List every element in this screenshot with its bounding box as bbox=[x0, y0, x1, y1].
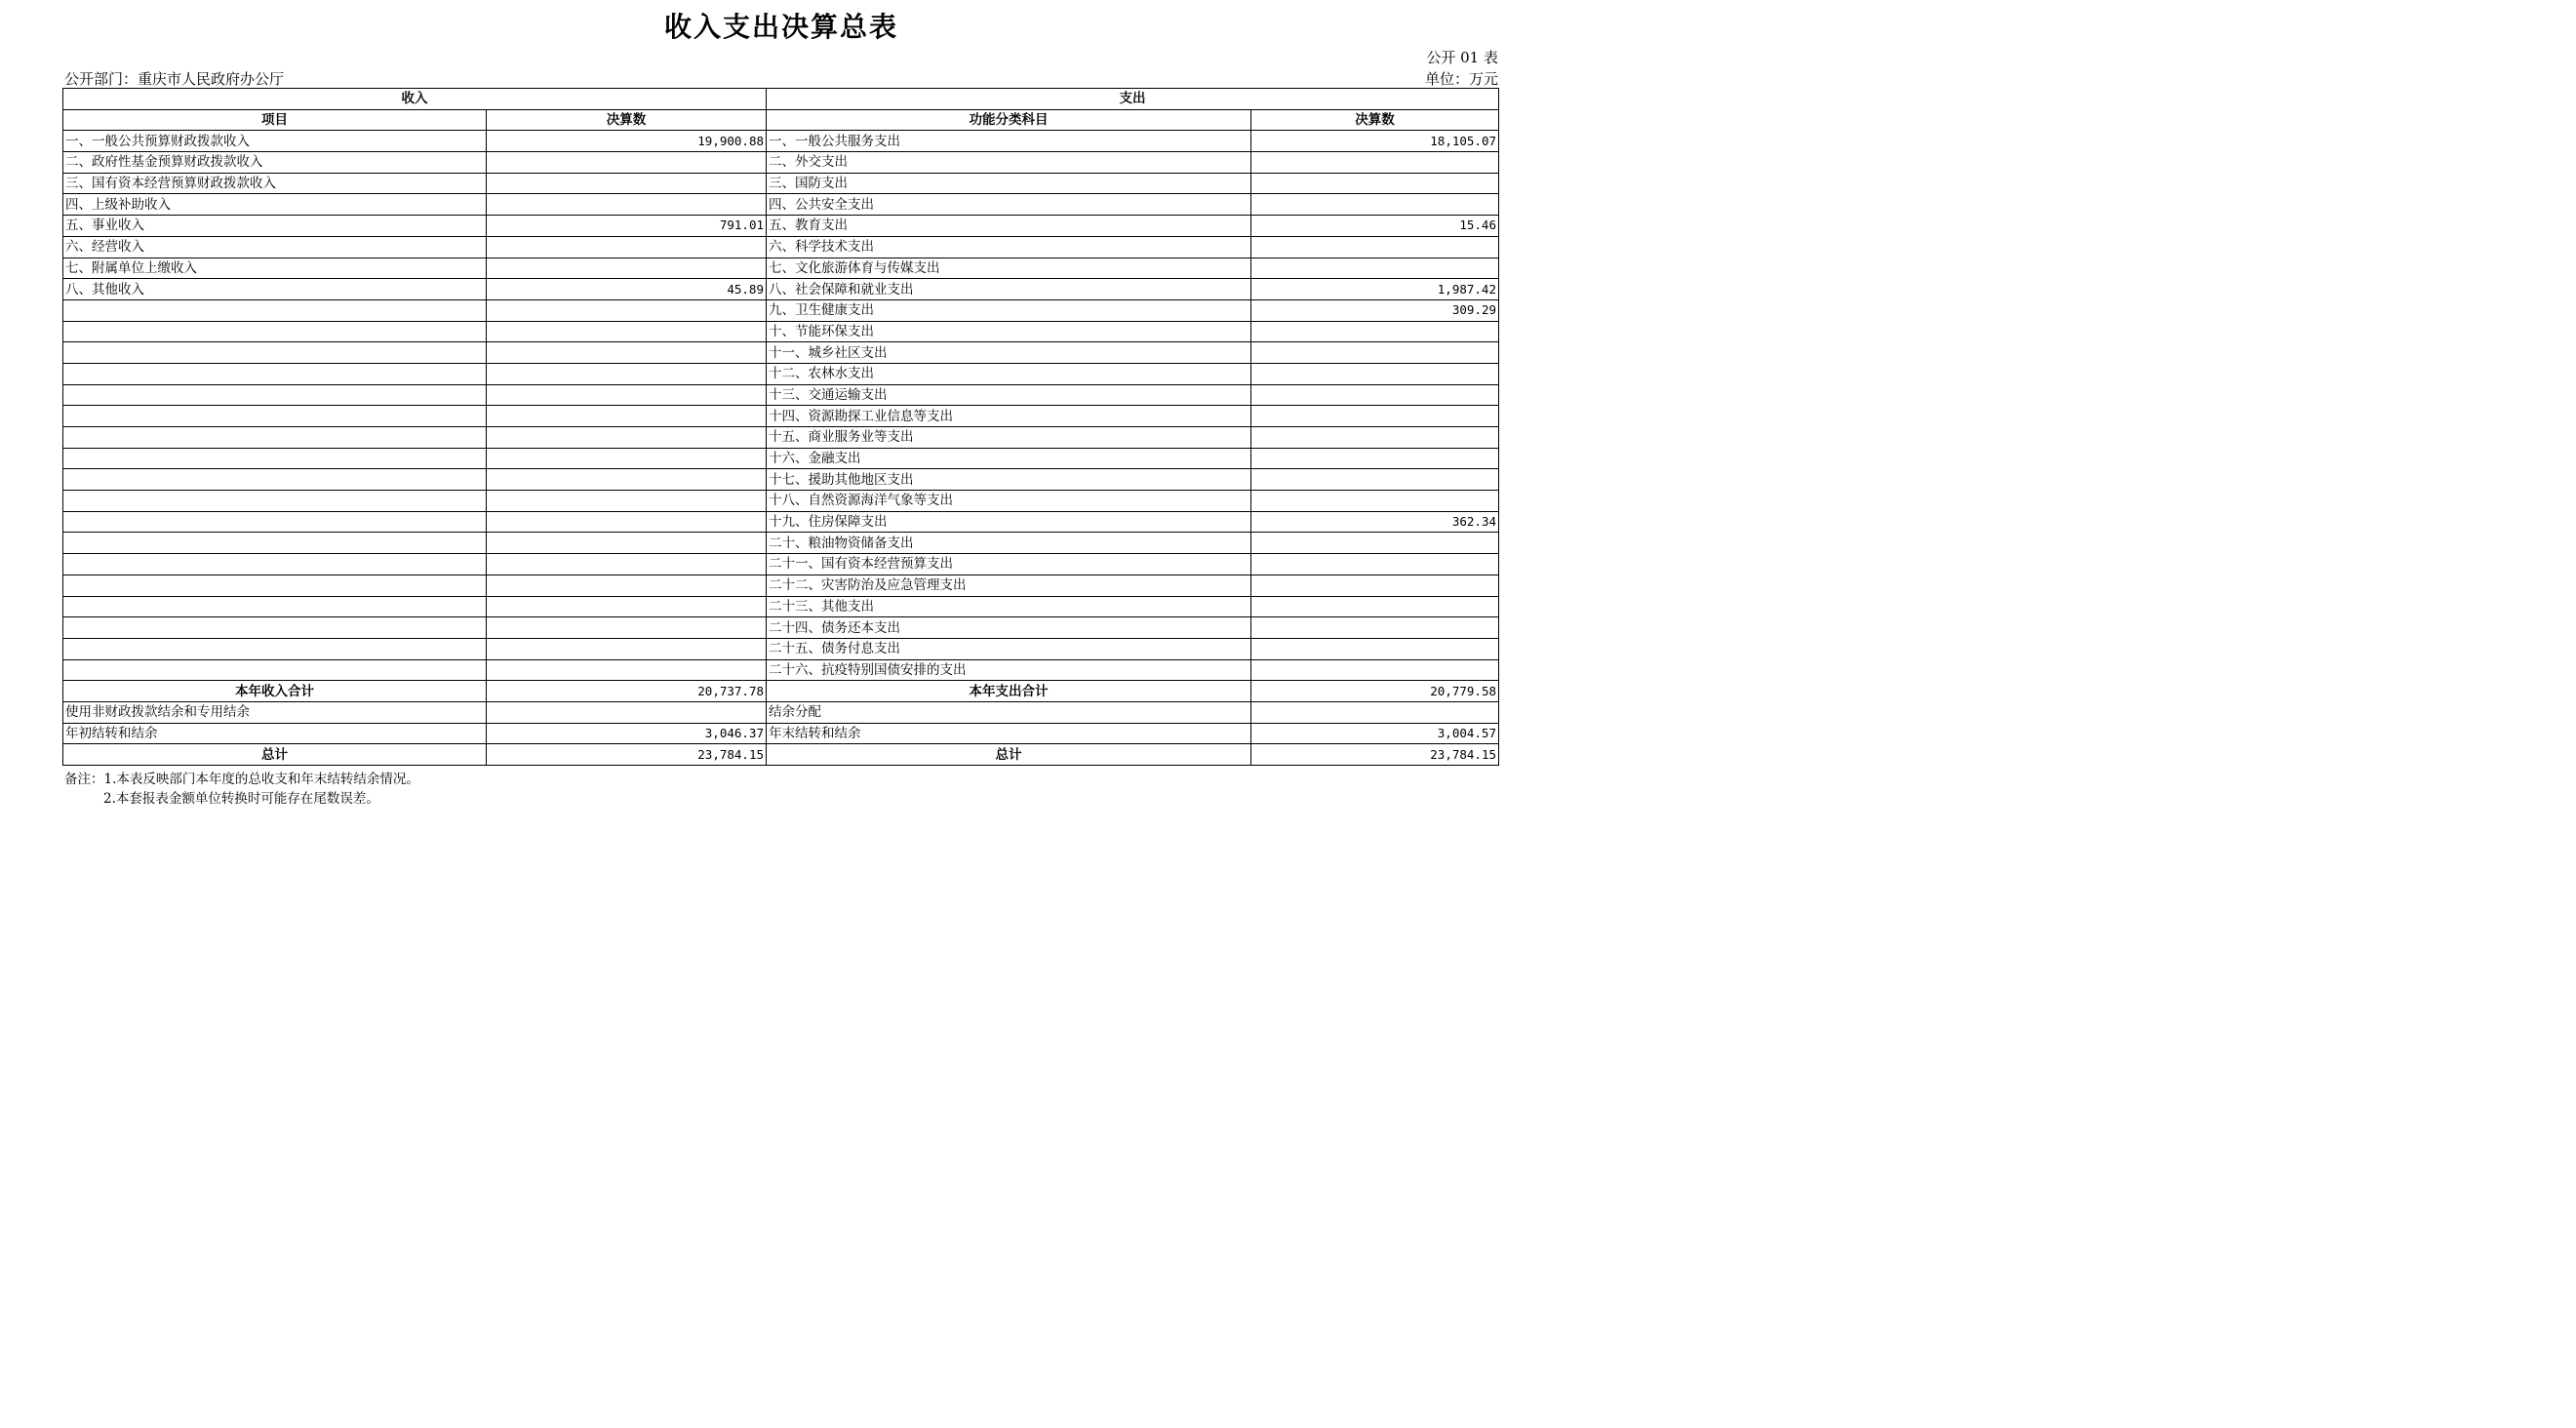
carryover-row bbox=[63, 723, 1499, 744]
income-amount-cell bbox=[487, 363, 767, 384]
income-amount-cell: 791.01 bbox=[487, 216, 767, 237]
expense-amount-cell bbox=[1251, 406, 1499, 427]
page-title: 收入支出决算总表 bbox=[663, 11, 898, 43]
expense-amount-cell bbox=[1251, 427, 1499, 449]
table-row bbox=[63, 258, 1499, 279]
expense-amount-cell bbox=[1251, 554, 1499, 575]
expense-item-cell: 十六、金融支出 bbox=[767, 448, 1251, 469]
income-amount-cell bbox=[487, 533, 767, 554]
expense-amount-cell bbox=[1251, 638, 1499, 659]
expense-item-cell: 十九、住房保障支出 bbox=[767, 511, 1251, 533]
income-amount-cell bbox=[487, 406, 767, 427]
income-amount-cell bbox=[487, 236, 767, 258]
expense-section-header: 支出 bbox=[767, 89, 1499, 110]
table-row bbox=[63, 236, 1499, 258]
expense-item-cell: 九、卫生健康支出 bbox=[767, 299, 1251, 321]
income-amount-cell bbox=[487, 321, 767, 342]
income-item-cell bbox=[63, 511, 487, 533]
income-amount-cell bbox=[487, 342, 767, 364]
income-subtotal-value: 20,737.78 bbox=[487, 681, 767, 702]
note-line-2: 2.本套报表金额单位转换时可能存在尾数误差。 bbox=[103, 791, 379, 807]
expense-amount-cell bbox=[1251, 469, 1499, 491]
expense-item-cell: 二十二、灾害防治及应急管理支出 bbox=[767, 575, 1251, 596]
table-row bbox=[63, 406, 1499, 427]
expense-subtotal-value: 20,779.58 bbox=[1251, 681, 1499, 702]
budget-summary-table bbox=[62, 88, 1499, 766]
expense-item-cell: 十一、城乡社区支出 bbox=[767, 342, 1251, 364]
section-header-row bbox=[63, 89, 1499, 110]
expense-item-cell: 十、节能环保支出 bbox=[767, 321, 1251, 342]
table-row bbox=[63, 384, 1499, 406]
column-header-row bbox=[63, 109, 1499, 131]
income-item-cell bbox=[63, 575, 487, 596]
income-item-cell bbox=[63, 299, 487, 321]
expense-total-label: 总计 bbox=[767, 744, 1251, 766]
table-row bbox=[63, 342, 1499, 364]
income-amount-cell bbox=[487, 299, 767, 321]
income-item-cell bbox=[63, 448, 487, 469]
table-row bbox=[63, 427, 1499, 449]
income-amount-cell bbox=[487, 152, 767, 174]
income-item-cell bbox=[63, 554, 487, 575]
expense-amount-cell: 362.34 bbox=[1251, 511, 1499, 533]
expense-item-cell: 十三、交通运输支出 bbox=[767, 384, 1251, 406]
income-section-header: 收入 bbox=[63, 89, 767, 110]
income-item-cell: 八、其他收入 bbox=[63, 279, 487, 300]
carryover-row bbox=[63, 701, 1499, 723]
table-row bbox=[63, 448, 1499, 469]
table-row bbox=[63, 533, 1499, 554]
income-amount-cell bbox=[487, 258, 767, 279]
income-item-cell bbox=[63, 491, 487, 512]
column-header-item: 项目 bbox=[63, 109, 487, 131]
income-item-cell bbox=[63, 384, 487, 406]
expense-subtotal-label: 本年支出合计 bbox=[767, 681, 1251, 702]
table-row bbox=[63, 575, 1499, 596]
expense-item-cell: 一、一般公共服务支出 bbox=[767, 131, 1251, 152]
income-amount-cell: 19,900.88 bbox=[487, 131, 767, 152]
expense-amount-cell: 1,987.42 bbox=[1251, 279, 1499, 300]
income-item-cell bbox=[63, 321, 487, 342]
income-total-value: 23,784.15 bbox=[487, 744, 767, 766]
income-amount-cell bbox=[487, 173, 767, 194]
expense-item-cell: 四、公共安全支出 bbox=[767, 194, 1251, 216]
income-amount-cell bbox=[487, 638, 767, 659]
note-line-1: 备注：1.本表反映部门本年度的总收支和年末结转结余情况。 bbox=[64, 772, 419, 787]
expense-amount-cell bbox=[1251, 194, 1499, 216]
income-item-cell bbox=[63, 617, 487, 639]
expense-amount-cell bbox=[1251, 236, 1499, 258]
expense-amount-cell: 15.46 bbox=[1251, 216, 1499, 237]
income-item-cell bbox=[63, 469, 487, 491]
expense-item-cell: 三、国防支出 bbox=[767, 173, 1251, 194]
income-amount-cell bbox=[487, 469, 767, 491]
income-amount-cell bbox=[487, 384, 767, 406]
income-amount-cell bbox=[487, 701, 767, 723]
form-number: 公开 01 表 bbox=[1426, 49, 1498, 66]
income-amount-cell bbox=[487, 511, 767, 533]
expense-amount-cell bbox=[1251, 533, 1499, 554]
income-amount-cell bbox=[487, 427, 767, 449]
grand-total-row bbox=[63, 744, 1499, 766]
expense-amount-cell bbox=[1251, 384, 1499, 406]
income-item-cell bbox=[63, 596, 487, 617]
expense-item-cell: 二十四、债务还本支出 bbox=[767, 617, 1251, 639]
expense-amount-cell: 18,105.07 bbox=[1251, 131, 1499, 152]
table-row bbox=[63, 617, 1499, 639]
expense-item-cell: 二十一、国有资本经营预算支出 bbox=[767, 554, 1251, 575]
income-amount-cell bbox=[487, 596, 767, 617]
expense-amount-cell: 3,004.57 bbox=[1251, 723, 1499, 744]
expense-amount-cell bbox=[1251, 152, 1499, 174]
column-header-amount-expense: 决算数 bbox=[1251, 109, 1499, 131]
income-item-cell bbox=[63, 427, 487, 449]
expense-amount-cell bbox=[1251, 701, 1499, 723]
expense-item-cell: 二、外交支出 bbox=[767, 152, 1251, 174]
table-row bbox=[63, 363, 1499, 384]
table-row bbox=[63, 299, 1499, 321]
table-row bbox=[63, 321, 1499, 342]
income-item-cell bbox=[63, 533, 487, 554]
expense-item-cell: 二十五、债务付息支出 bbox=[767, 638, 1251, 659]
expense-item-cell: 八、社会保障和就业支出 bbox=[767, 279, 1251, 300]
expense-item-cell: 二十六、抗疫特别国债安排的支出 bbox=[767, 659, 1251, 681]
income-amount-cell: 3,046.37 bbox=[487, 723, 767, 744]
unit-label: 单位：万元 bbox=[1424, 70, 1498, 88]
income-amount-cell bbox=[487, 554, 767, 575]
expense-item-cell: 年末结转和结余 bbox=[767, 723, 1251, 744]
income-amount-cell: 45.89 bbox=[487, 279, 767, 300]
table-row bbox=[63, 491, 1499, 512]
income-item-cell: 七、附属单位上缴收入 bbox=[63, 258, 487, 279]
expense-amount-cell bbox=[1251, 173, 1499, 194]
expense-item-cell: 十五、商业服务业等支出 bbox=[767, 427, 1251, 449]
subtotal-row bbox=[63, 681, 1499, 702]
expense-amount-cell bbox=[1251, 342, 1499, 364]
expense-amount-cell bbox=[1251, 596, 1499, 617]
expense-total-value: 23,784.15 bbox=[1251, 744, 1499, 766]
income-item-cell: 使用非财政拨款结余和专用结余 bbox=[63, 701, 487, 723]
table-row bbox=[63, 216, 1499, 237]
expense-item-cell: 五、教育支出 bbox=[767, 216, 1251, 237]
expense-amount-cell bbox=[1251, 321, 1499, 342]
expense-item-cell: 结余分配 bbox=[767, 701, 1251, 723]
income-item-cell bbox=[63, 342, 487, 364]
table-row bbox=[63, 511, 1499, 533]
income-item-cell bbox=[63, 638, 487, 659]
expense-amount-cell bbox=[1251, 363, 1499, 384]
column-header-amount: 决算数 bbox=[487, 109, 767, 131]
income-amount-cell bbox=[487, 659, 767, 681]
table-row bbox=[63, 596, 1499, 617]
expense-item-cell: 十八、自然资源海洋气象等支出 bbox=[767, 491, 1251, 512]
income-amount-cell bbox=[487, 575, 767, 596]
expense-amount-cell bbox=[1251, 491, 1499, 512]
expense-item-cell: 二十、粮油物资储备支出 bbox=[767, 533, 1251, 554]
income-item-cell bbox=[63, 406, 487, 427]
expense-amount-cell bbox=[1251, 448, 1499, 469]
income-item-cell bbox=[63, 363, 487, 384]
expense-amount-cell bbox=[1251, 659, 1499, 681]
expense-amount-cell bbox=[1251, 617, 1499, 639]
table-row bbox=[63, 152, 1499, 174]
income-item-cell: 四、上级补助收入 bbox=[63, 194, 487, 216]
expense-amount-cell bbox=[1251, 575, 1499, 596]
income-item-cell: 二、政府性基金预算财政拨款收入 bbox=[63, 152, 487, 174]
income-item-cell: 三、国有资本经营预算财政拨款收入 bbox=[63, 173, 487, 194]
income-item-cell: 一、一般公共预算财政拨款收入 bbox=[63, 131, 487, 152]
income-item-cell: 五、事业收入 bbox=[63, 216, 487, 237]
expense-item-cell: 十七、援助其他地区支出 bbox=[767, 469, 1251, 491]
expense-item-cell: 十二、农林水支出 bbox=[767, 363, 1251, 384]
expense-amount-cell bbox=[1251, 258, 1499, 279]
table-row bbox=[63, 173, 1499, 194]
table-row bbox=[63, 194, 1499, 216]
expense-item-cell: 二十三、其他支出 bbox=[767, 596, 1251, 617]
table-row bbox=[63, 131, 1499, 152]
expense-item-cell: 六、科学技术支出 bbox=[767, 236, 1251, 258]
expense-amount-cell: 309.29 bbox=[1251, 299, 1499, 321]
income-total-label: 总计 bbox=[63, 744, 487, 766]
income-amount-cell bbox=[487, 448, 767, 469]
column-header-function: 功能分类科目 bbox=[767, 109, 1251, 131]
income-amount-cell bbox=[487, 194, 767, 216]
expense-item-cell: 七、文化旅游体育与传媒支出 bbox=[767, 258, 1251, 279]
table-row bbox=[63, 469, 1499, 491]
table-row bbox=[63, 554, 1499, 575]
income-amount-cell bbox=[487, 617, 767, 639]
expense-item-cell: 十四、资源勘探工业信息等支出 bbox=[767, 406, 1251, 427]
table-row bbox=[63, 638, 1499, 659]
table-row bbox=[63, 659, 1499, 681]
department-label: 公开部门：重庆市人民政府办公厅 bbox=[64, 70, 285, 88]
notes bbox=[64, 770, 419, 809]
income-amount-cell bbox=[487, 491, 767, 512]
income-subtotal-label: 本年收入合计 bbox=[63, 681, 487, 702]
income-item-cell bbox=[63, 659, 487, 681]
income-item-cell: 六、经营收入 bbox=[63, 236, 487, 258]
income-item-cell: 年初结转和结余 bbox=[63, 723, 487, 744]
table-row bbox=[63, 279, 1499, 300]
